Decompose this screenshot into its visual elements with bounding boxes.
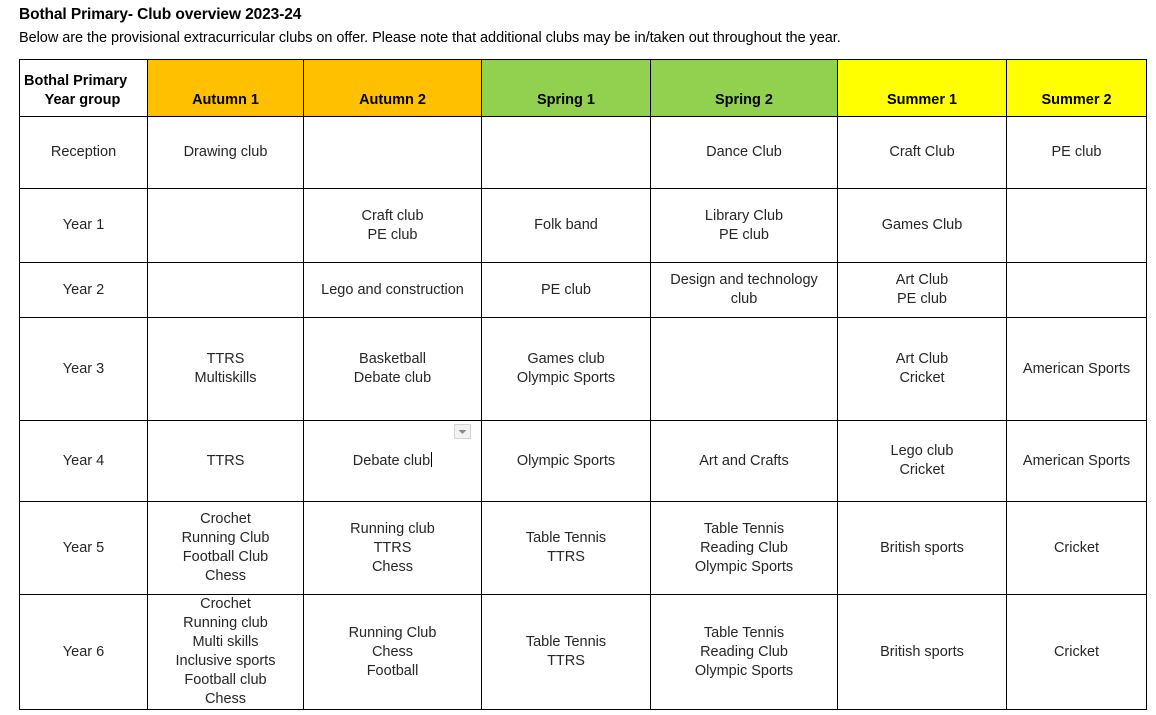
text-caret bbox=[431, 452, 432, 467]
chevron-down-icon[interactable] bbox=[454, 424, 471, 439]
club-list bbox=[651, 271, 837, 309]
club-name: Table Tennis bbox=[525, 530, 607, 546]
table-row bbox=[20, 117, 1147, 189]
table-row bbox=[20, 595, 1147, 710]
club-name: Library Club bbox=[704, 207, 784, 224]
page-subtitle: Below are the provisional extracurricular clubs on offer. Please note that additional clubs may be in/taken out throughout the year. bbox=[19, 30, 841, 46]
corner-header-line-2: Year group bbox=[44, 92, 121, 108]
column-header-spring-2: Spring 2 bbox=[651, 60, 838, 117]
club-cell-year-6-summer-2[interactable] bbox=[1007, 595, 1147, 710]
year-group-label-year-6: Year 6 bbox=[20, 595, 148, 710]
table-row bbox=[20, 421, 1147, 502]
club-name: Reading Club bbox=[700, 539, 788, 556]
club-cell-reception-summer-1[interactable] bbox=[838, 117, 1007, 189]
club-name: Cricket bbox=[899, 370, 945, 386]
club-cell-year-4-summer-2[interactable] bbox=[1007, 421, 1147, 502]
column-header-summer-1: Summer 1 bbox=[838, 60, 1007, 117]
club-cell-year-1-autumn-1[interactable] bbox=[148, 189, 304, 263]
club-list bbox=[304, 452, 481, 471]
club-name: Olympic Sports bbox=[694, 558, 794, 575]
club-cell-reception-autumn-1[interactable] bbox=[148, 117, 304, 189]
club-name: Chess bbox=[371, 643, 414, 660]
club-cell-year-3-autumn-1[interactable] bbox=[148, 318, 304, 421]
club-list bbox=[651, 143, 837, 162]
table-header-row bbox=[20, 60, 1147, 117]
club-name: Art Club bbox=[895, 351, 949, 367]
club-cell-year-1-summer-2[interactable] bbox=[1007, 189, 1147, 263]
club-name: Crochet bbox=[200, 511, 251, 527]
club-list bbox=[304, 350, 481, 388]
club-list bbox=[304, 624, 481, 681]
club-name: Chess bbox=[204, 568, 247, 584]
club-name: American Sports bbox=[1022, 452, 1131, 469]
club-list bbox=[482, 350, 650, 388]
year-group-label-year-5: Year 5 bbox=[20, 502, 148, 595]
club-name: Table Tennis bbox=[525, 634, 607, 650]
club-name: Lego club bbox=[890, 443, 954, 459]
table-header bbox=[20, 60, 1147, 117]
club-cell-year-5-spring-1[interactable] bbox=[482, 502, 651, 595]
table-row bbox=[20, 318, 1147, 421]
club-list bbox=[651, 624, 837, 681]
club-cell-year-5-summer-1[interactable] bbox=[838, 502, 1007, 595]
club-overview-table-container bbox=[19, 59, 1146, 710]
club-name: Dance Club bbox=[706, 144, 782, 160]
club-name: Cricket bbox=[1053, 643, 1100, 660]
corner-header-cell bbox=[20, 60, 148, 117]
club-list bbox=[651, 452, 837, 471]
club-cell-year-2-autumn-2[interactable] bbox=[304, 263, 482, 318]
club-name: TTRS bbox=[547, 653, 585, 669]
club-list bbox=[651, 207, 837, 245]
club-name: PE club bbox=[1051, 144, 1102, 160]
club-list bbox=[1007, 539, 1146, 558]
club-name: Olympic Sports bbox=[516, 370, 616, 386]
club-cell-year-4-autumn-1[interactable] bbox=[148, 421, 304, 502]
table-row bbox=[20, 189, 1147, 263]
club-name: Running Club bbox=[348, 624, 437, 641]
club-list bbox=[1007, 143, 1146, 162]
club-list bbox=[304, 207, 481, 245]
club-name: Games Club bbox=[881, 217, 963, 233]
club-name: Running club bbox=[183, 615, 268, 631]
club-name: Design and technology club bbox=[670, 272, 818, 307]
club-name: Craft Club bbox=[889, 144, 955, 160]
year-group-label-year-1: Year 1 bbox=[20, 189, 148, 263]
table-row bbox=[20, 263, 1147, 318]
club-cell-reception-spring-1[interactable] bbox=[482, 117, 651, 189]
club-name: Folk band bbox=[534, 217, 598, 233]
club-name: Art and Crafts bbox=[699, 452, 789, 469]
club-list bbox=[482, 452, 650, 471]
club-cell-year-6-spring-2[interactable] bbox=[651, 595, 838, 710]
club-name: TTRS bbox=[206, 452, 245, 469]
club-list bbox=[838, 539, 1006, 558]
club-name: Olympic Sports bbox=[516, 452, 616, 469]
club-list bbox=[304, 520, 481, 577]
club-cell-year-5-spring-2[interactable] bbox=[651, 502, 838, 595]
club-name: British sports bbox=[880, 643, 964, 660]
column-header-autumn-2: Autumn 2 bbox=[304, 60, 482, 117]
club-cell-year-3-spring-1[interactable] bbox=[482, 318, 651, 421]
club-list bbox=[148, 510, 303, 586]
club-name: TTRS bbox=[373, 539, 412, 556]
column-header-autumn-1: Autumn 1 bbox=[148, 60, 304, 117]
club-list bbox=[1007, 643, 1146, 662]
club-name: Football Club bbox=[182, 549, 269, 565]
club-list bbox=[838, 271, 1006, 309]
club-cell-year-1-autumn-2[interactable] bbox=[304, 189, 482, 263]
club-list bbox=[838, 350, 1006, 388]
club-cell-year-6-autumn-2[interactable] bbox=[304, 595, 482, 710]
page-title: Bothal Primary- Club overview 2023-24 bbox=[19, 6, 302, 23]
club-cell-year-3-autumn-2[interactable] bbox=[304, 318, 482, 421]
year-group-label-year-2: Year 2 bbox=[20, 263, 148, 318]
club-name: Crochet bbox=[200, 596, 251, 612]
club-name: Chess bbox=[371, 558, 414, 575]
club-list bbox=[482, 529, 650, 567]
club-name: Lego and construction bbox=[321, 281, 464, 298]
club-cell-year-5-summer-2[interactable] bbox=[1007, 502, 1147, 595]
club-cell-year-6-summer-1[interactable] bbox=[838, 595, 1007, 710]
club-cell-year-2-summer-2[interactable] bbox=[1007, 263, 1147, 318]
club-name: Cricket bbox=[899, 462, 945, 478]
club-cell-year-4-spring-1[interactable] bbox=[482, 421, 651, 502]
corner-header-line-1: Bothal Primary bbox=[24, 73, 128, 89]
club-cell-year-1-spring-2[interactable] bbox=[651, 189, 838, 263]
club-name: Table Tennis bbox=[703, 624, 785, 641]
club-list bbox=[838, 442, 1006, 480]
club-name: PE club bbox=[719, 226, 769, 243]
club-name: Inclusive sports bbox=[175, 653, 276, 669]
club-cell-year-6-spring-1[interactable] bbox=[482, 595, 651, 710]
club-name: Multi skills bbox=[192, 634, 259, 650]
club-name: TTRS bbox=[547, 549, 585, 565]
club-list bbox=[838, 643, 1006, 662]
club-cell-reception-summer-2[interactable] bbox=[1007, 117, 1147, 189]
club-name: PE club bbox=[541, 281, 591, 298]
club-cell-year-1-summer-1[interactable] bbox=[838, 189, 1007, 263]
club-name: PE club bbox=[367, 226, 418, 243]
club-name: Art Club bbox=[895, 272, 949, 288]
club-list bbox=[482, 633, 650, 671]
club-name: Basketball bbox=[359, 351, 426, 367]
table-body bbox=[20, 117, 1147, 710]
club-list bbox=[482, 281, 650, 300]
club-cell-year-5-autumn-2[interactable] bbox=[304, 502, 482, 595]
year-group-label-year-3: Year 3 bbox=[20, 318, 148, 421]
club-cell-year-2-spring-2[interactable] bbox=[651, 263, 838, 318]
club-list bbox=[1007, 360, 1146, 379]
club-cell-year-3-summer-1[interactable] bbox=[838, 318, 1007, 421]
column-header-spring-1: Spring 1 bbox=[482, 60, 651, 117]
club-list bbox=[304, 281, 481, 300]
club-cell-year-1-spring-1[interactable] bbox=[482, 189, 651, 263]
year-group-label-reception: Reception bbox=[20, 117, 148, 189]
club-cell-year-6-autumn-1[interactable] bbox=[148, 595, 304, 710]
club-name: Reading Club bbox=[700, 643, 788, 660]
club-name: Games club bbox=[527, 351, 605, 367]
club-list bbox=[148, 452, 303, 471]
club-cell-year-2-autumn-1[interactable] bbox=[148, 263, 304, 318]
club-name: Football club bbox=[184, 672, 267, 688]
club-name: Football bbox=[366, 662, 419, 679]
club-cell-year-4-summer-1[interactable] bbox=[838, 421, 1007, 502]
club-list bbox=[838, 143, 1006, 162]
club-name: Debate club bbox=[352, 452, 431, 469]
club-name: Multiskills bbox=[194, 370, 257, 386]
club-name: Drawing club bbox=[183, 144, 268, 160]
club-list bbox=[148, 350, 303, 388]
club-name: Running Club bbox=[181, 530, 270, 546]
club-name: Running club bbox=[350, 520, 435, 537]
club-name: Cricket bbox=[1053, 539, 1100, 556]
year-group-label-year-4: Year 4 bbox=[20, 421, 148, 502]
club-list bbox=[838, 216, 1006, 235]
column-header-summer-2: Summer 2 bbox=[1007, 60, 1147, 117]
club-list bbox=[651, 520, 837, 577]
club-list bbox=[1007, 452, 1146, 471]
club-name: Debate club bbox=[353, 370, 432, 386]
club-cell-year-4-autumn-2[interactable] bbox=[304, 421, 482, 502]
club-list bbox=[148, 595, 303, 709]
club-cell-reception-spring-2[interactable] bbox=[651, 117, 838, 189]
club-name: TTRS bbox=[206, 351, 245, 367]
club-name: Chess bbox=[204, 691, 247, 707]
club-cell-year-5-autumn-1[interactable] bbox=[148, 502, 304, 595]
table-row bbox=[20, 502, 1147, 595]
club-name: British sports bbox=[880, 539, 964, 556]
club-overview-table bbox=[19, 59, 1147, 710]
club-cell-year-2-summer-1[interactable] bbox=[838, 263, 1007, 318]
club-list bbox=[148, 143, 303, 162]
club-name: Olympic Sports bbox=[694, 662, 794, 679]
club-name: American Sports bbox=[1022, 360, 1131, 377]
club-name: PE club bbox=[897, 291, 947, 307]
club-cell-reception-autumn-2[interactable] bbox=[304, 117, 482, 189]
club-cell-year-3-summer-2[interactable] bbox=[1007, 318, 1147, 421]
club-cell-year-2-spring-1[interactable] bbox=[482, 263, 651, 318]
club-cell-year-3-spring-2[interactable] bbox=[651, 318, 838, 421]
club-name: Table Tennis bbox=[703, 520, 785, 537]
club-name: Craft club bbox=[361, 207, 424, 224]
club-cell-year-4-spring-2[interactable] bbox=[651, 421, 838, 502]
club-list bbox=[482, 216, 650, 235]
